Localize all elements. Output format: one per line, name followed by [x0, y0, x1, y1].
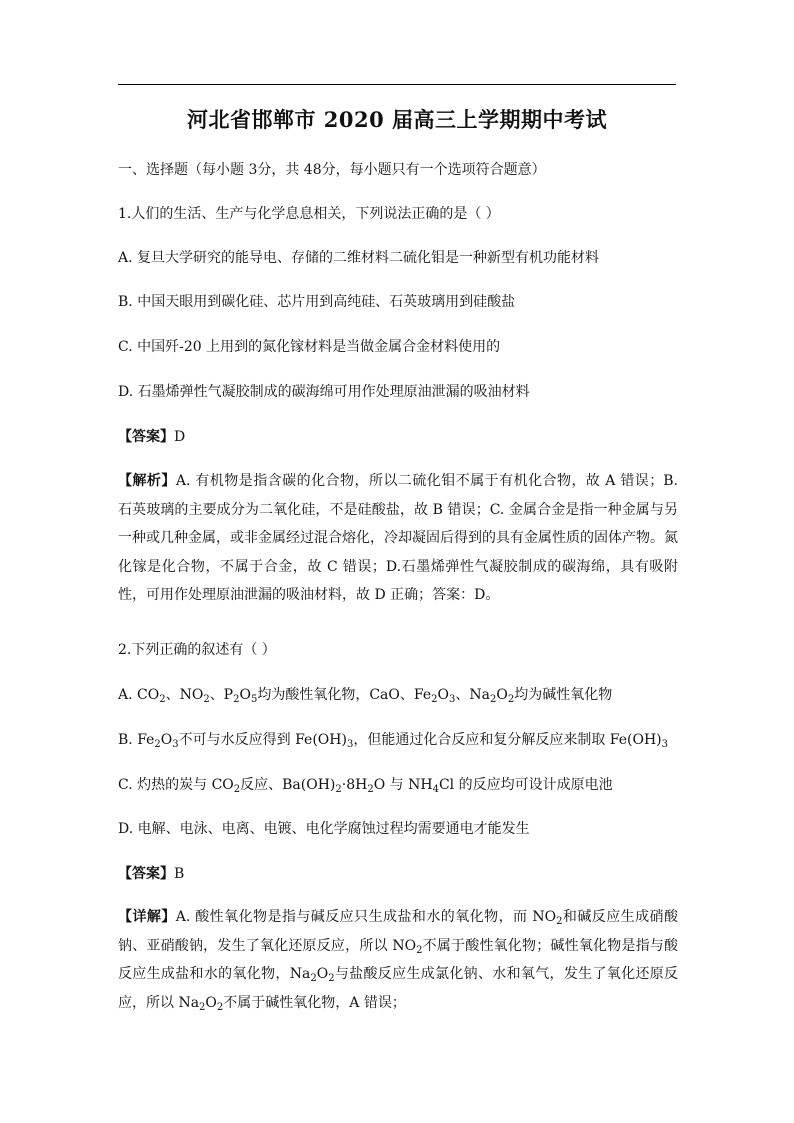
q1-option-b: B. 中国天眼用到碳化硅、芯片用到高纯硅、石英玻璃用到硅酸盐 [118, 294, 516, 310]
analysis-tag: 【解析】 [118, 473, 176, 489]
q1-answer [118, 427, 185, 447]
answer-tag: 【答案】 [118, 429, 174, 445]
answer-value: D [174, 429, 186, 445]
q1-option-d: D. 石墨烯弹性气凝胶制成的碳海绵可用作处理原油泄漏的吸油材料 [118, 384, 530, 400]
q1-option-c: C. 中国歼-20 上用到的氮化镓材料是当做金属合金材料使用的 [118, 339, 501, 355]
q2-option-b: B. $Fe_2O_3$不可与水反应得到 $Fe(OH)_3$，但能通过化合反应和复分解反应来制取 $Fe(OH)_3$ [118, 732, 668, 750]
q1-option-a: A. 复旦大学研究的能导电、存储的二维材料二硫化钼是一种新型有机功能材料 [118, 250, 600, 266]
analysis-text: A. 有机物是指含碳的化合物，所以二硫化钼不属于有机化合物，故 A 错误；B. 石英玻璃的主要成分为二氧化硅，不是硅酸盐，故 B 错误；C. 金属合金是指一种金属与另一种或几种金属，或非金属经过混合熔化，冷却凝固后得到的具有金属性质的固体产物。氮化镓是化合物，不属于合金，故 C 错误；D.石墨烯弹性气凝胶制成的碳海绵，具有吸附性，可用作处理原油泄漏的吸油材料，故 D 正确；答案：D。 [118, 473, 679, 604]
q2-stem: 2.下列正确的叙述有（ ） [118, 642, 276, 658]
q1-stem: 1.人们的生活、生产与化学息息相关，下列说法正确的是（ ） [118, 206, 500, 222]
q2-option-d: D. 电解、电泳、电离、电镀、电化学腐蚀过程均需要通电才能发生 [118, 821, 530, 837]
q2-answer [118, 864, 184, 884]
q2-detail: 【详解】A. 酸性氧化物是指与碱反应只生成盐和水的氧化物，而 $NO_2$和碱反应生成硝酸钠、亚硝酸钠，发生了氧化还原反应，所以 $NO_2$不属于酸性氧化物；碱性氧化物是指与酸反应生成盐和水的氧化物，$Na_2O_2$与盐酸反应生成氯化钠、水和氧气，发生了氧化还原反应，所以 $Na_2O_2$不属于碱性氧化物，A 错误； [118, 909, 679, 1013]
detail-tag: 【详解】 [118, 909, 176, 925]
q2-option-a: A. $CO_2$、$NO_2$、$P_2O_5$均为酸性氧化物，CaO、$Fe_2O_3$、$Na_2O_2$均为碱性氧化物 [118, 687, 613, 705]
q1-analysis [118, 467, 678, 610]
answer-tag: 【答案】 [118, 866, 174, 882]
page-title: 河北省邯郸市 2020 届高三上学期期中考试 [186, 107, 608, 132]
header-rule [118, 84, 676, 85]
answer-value: B [174, 866, 185, 882]
q2-option-c: C. 灼热的炭与 $CO_2$反应、$Ba(OH)_2\cdot 8H_2O$ 与 $NH_4Cl$ 的反应均可设计成原电池 [118, 777, 613, 795]
section-heading: 一、选择题（每小题 3分，共 48分，每小题只有一个选项符合题意） [118, 162, 546, 178]
